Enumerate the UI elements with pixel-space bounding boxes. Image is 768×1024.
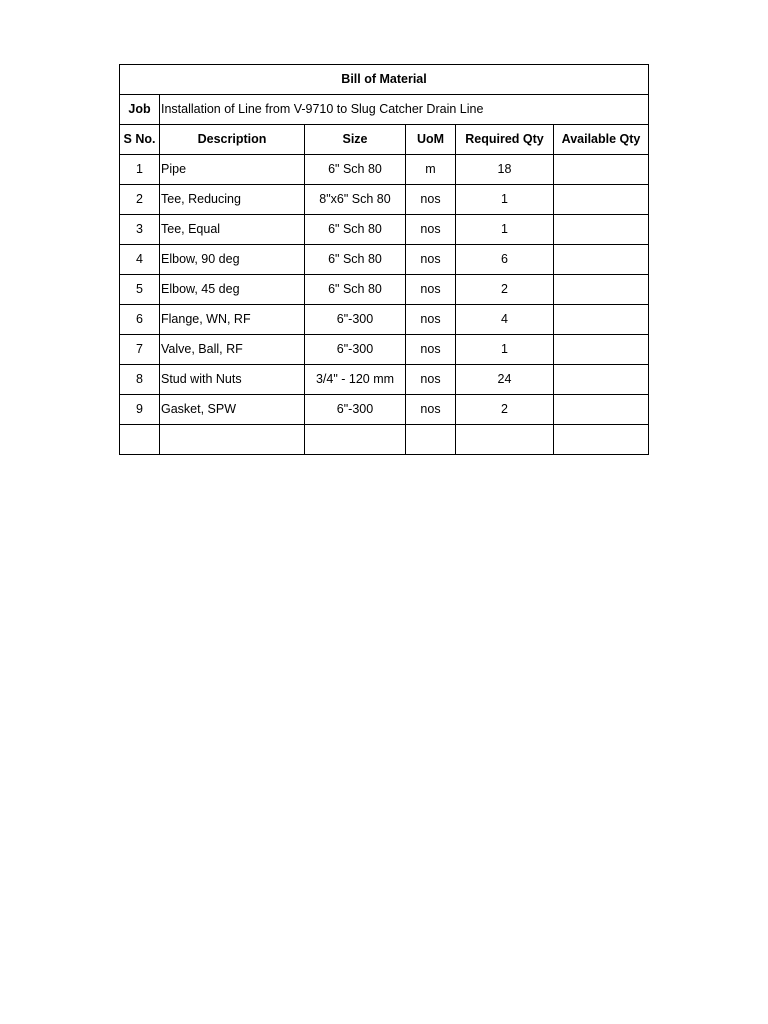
header-uom: UoM [406,125,456,155]
cell-description: Tee, Equal [160,215,305,245]
cell-sno: 8 [120,365,160,395]
cell-required-qty: 1 [456,185,554,215]
cell-description: Flange, WN, RF [160,305,305,335]
cell-description: Elbow, 90 deg [160,245,305,275]
cell-available-qty [554,395,649,425]
table-title: Bill of Material [120,65,649,95]
cell-available-qty [554,425,649,455]
cell-description: Stud with Nuts [160,365,305,395]
cell-available-qty [554,215,649,245]
cell-description [160,425,305,455]
cell-uom: nos [406,245,456,275]
table-row [120,155,649,185]
cell-size: 6"-300 [305,395,406,425]
cell-required-qty: 1 [456,215,554,245]
cell-size: 6" Sch 80 [305,275,406,305]
cell-sno [120,425,160,455]
table-row [120,215,649,245]
cell-required-qty: 18 [456,155,554,185]
cell-available-qty [554,185,649,215]
cell-available-qty [554,245,649,275]
cell-size: 6"-300 [305,305,406,335]
table-row [120,275,649,305]
cell-size [305,425,406,455]
cell-uom: nos [406,275,456,305]
cell-uom: nos [406,365,456,395]
cell-size: 3/4" - 120 mm [305,365,406,395]
cell-size: 8"x6" Sch 80 [305,185,406,215]
cell-uom: nos [406,215,456,245]
cell-sno: 9 [120,395,160,425]
cell-description: Gasket, SPW [160,395,305,425]
cell-size: 6"-300 [305,335,406,365]
cell-uom: nos [406,395,456,425]
job-row [120,95,649,125]
cell-size: 6" Sch 80 [305,155,406,185]
cell-available-qty [554,275,649,305]
header-sno: S No. [120,125,160,155]
cell-available-qty [554,365,649,395]
header-description: Description [160,125,305,155]
header-size: Size [305,125,406,155]
cell-sno: 1 [120,155,160,185]
cell-uom: nos [406,185,456,215]
cell-available-qty [554,335,649,365]
cell-sno: 4 [120,245,160,275]
table-row [120,305,649,335]
job-value: Installation of Line from V-9710 to Slug Catcher Drain Line [160,95,649,125]
cell-available-qty [554,305,649,335]
cell-sno: 5 [120,275,160,305]
cell-description: Pipe [160,155,305,185]
cell-sno: 7 [120,335,160,365]
bill-of-material-table [119,64,649,455]
cell-uom: nos [406,305,456,335]
header-available-qty: Available Qty [554,125,649,155]
table-row [120,335,649,365]
cell-uom: nos [406,335,456,365]
cell-uom [406,425,456,455]
cell-sno: 2 [120,185,160,215]
cell-required-qty: 24 [456,365,554,395]
cell-sno: 6 [120,305,160,335]
cell-required-qty [456,425,554,455]
table-row [120,365,649,395]
table-row [120,395,649,425]
cell-required-qty: 6 [456,245,554,275]
job-label: Job [120,95,160,125]
cell-uom: m [406,155,456,185]
cell-description: Tee, Reducing [160,185,305,215]
cell-size: 6" Sch 80 [305,215,406,245]
cell-required-qty: 2 [456,275,554,305]
cell-description: Valve, Ball, RF [160,335,305,365]
table-row [120,185,649,215]
cell-description: Elbow, 45 deg [160,275,305,305]
table-row [120,425,649,455]
header-required-qty: Required Qty [456,125,554,155]
title-row [120,65,649,95]
cell-required-qty: 4 [456,305,554,335]
cell-size: 6" Sch 80 [305,245,406,275]
cell-required-qty: 1 [456,335,554,365]
header-row [120,125,649,155]
table-row [120,245,649,275]
cell-required-qty: 2 [456,395,554,425]
cell-available-qty [554,155,649,185]
cell-sno: 3 [120,215,160,245]
